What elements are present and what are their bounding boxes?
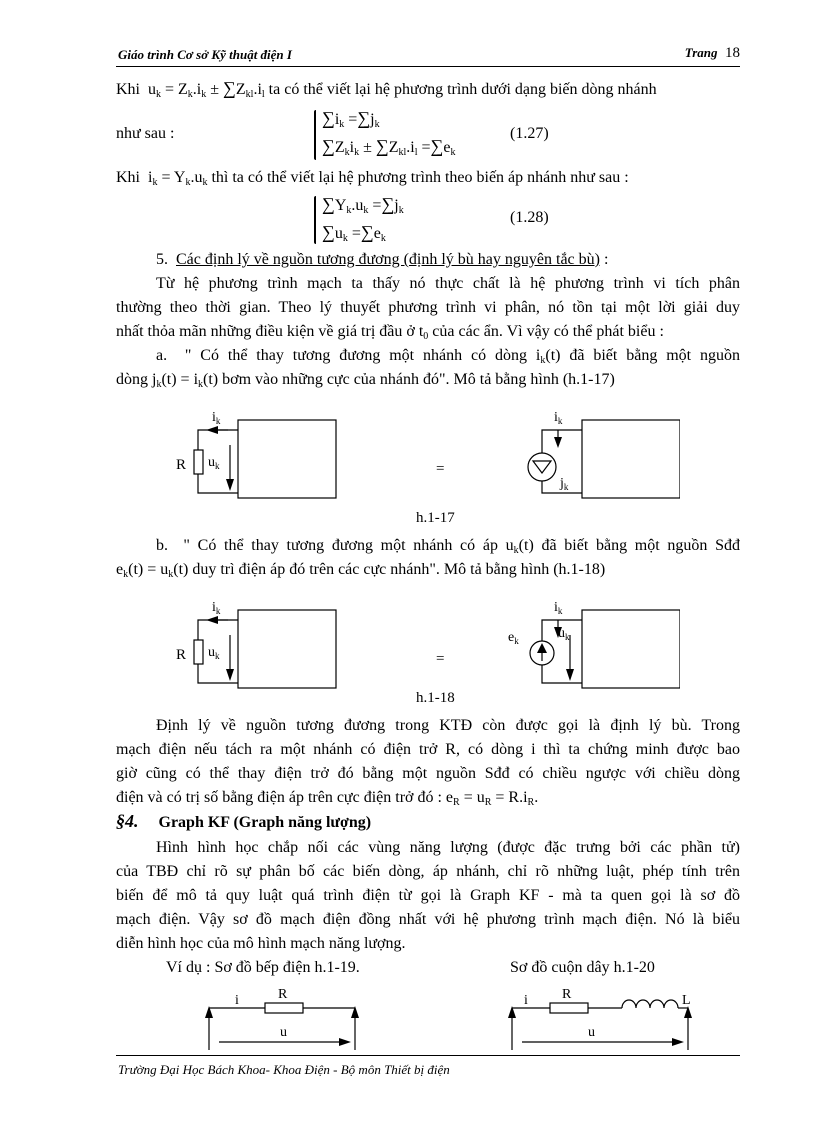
eq128-row2: $\sum u_k =\sum e_k$ (322, 222, 386, 244)
eq127-row1: $\sum i_k =\sum j_k$ (322, 108, 380, 130)
page-number-block (685, 45, 740, 62)
page-number: 18 (725, 45, 740, 61)
section4-p-line4: mạch điện. Vậy sơ đồ mạch điện đồng nhất với hệ phương trình mạch điện. Nó là biểu (116, 911, 740, 928)
example-left: Ví dụ : Sơ đồ bếp điện h.1-19. (166, 959, 360, 976)
section4-p-line3: biến để mô tả quy luật quá trình điện từ gọi là Graph KF - mà ta quen gọi là sơ đồ (116, 887, 740, 904)
section5-p2-line4: điện và có trị số bằng điện áp trên cực điện trở đó : $e_R = u_R = R.i_R$. (116, 789, 539, 808)
eq128-relation: $i_k = Y_k.u_k$ (148, 169, 208, 188)
h117-ik-arrowhead (554, 437, 562, 448)
h117-source-arrow (533, 461, 551, 473)
eq128-brace (314, 196, 316, 244)
h120-l-label: L (682, 993, 691, 1008)
figure-h118 (160, 595, 680, 695)
h118-u-arrowhead (226, 669, 234, 681)
eq127-row2: $\sum Z_ki_k \pm \sum Z_{kl}.i_l =\sum e_k$ (322, 136, 456, 158)
h118-u-label: $u_k$ (208, 645, 220, 661)
section5-p1-line3: nhất thỏa mãn những điều kiện về giá trị đầu ở $t_0$ của các ẩn. Vì vậy có thể phát biểu : (116, 323, 664, 342)
h117-left-network-box (238, 420, 336, 498)
h117-u-label: $u_k$ (208, 455, 220, 471)
section4-heading (116, 811, 740, 833)
page-header (118, 47, 740, 63)
h119-resistor (265, 1003, 303, 1013)
section4-title: Graph KF (Graph năng lượng) (158, 814, 372, 831)
section5-title-end: : (599, 251, 609, 268)
eq128-intro (116, 168, 740, 188)
h118-e-label: $e_k$ (508, 630, 519, 646)
h118-source-arrowhead (537, 643, 547, 653)
section5-a-line1: a. " Có thể thay tương đương một nhánh có dòng $i_k(t)$ đã biết bằng một nguồn (156, 347, 741, 366)
eq128-intro-b: thì ta có thể viết lại hệ phương trình theo biến áp nhánh như sau : (211, 169, 629, 186)
h118-equals: = (436, 651, 445, 667)
eq128-label: (1.28) (510, 209, 549, 226)
h117-caption: h.1-17 (416, 510, 455, 526)
h119-i-label: i (235, 993, 239, 1008)
h120-u-arrowhead (672, 1038, 684, 1046)
h118-ik-label: $i_k$ (554, 600, 563, 616)
h117-right-network-box (582, 420, 680, 498)
page-footer: Trường Đại Học Bách Khoa- Khoa Điện - Bộ môn Thiết bị điện (118, 1062, 450, 1077)
section5-p1-line2: thường theo thời gian. Theo lý thuyết phương trình vi phân, nó tồn tại một lời giải duy (116, 299, 740, 316)
h120-resistor (550, 1003, 588, 1013)
h120-r-label: R (562, 987, 572, 1002)
section5-b-line1: b. " Có thể thay tương đương một nhánh có áp $u_k(t)$ đã biết bằng một nguồn Sđđ (156, 537, 740, 556)
footer-rule (116, 1055, 740, 1056)
h118-right-bottom-wire (542, 665, 582, 683)
figure-h120 (498, 984, 718, 1052)
section5-b-line2: $e_k(t) = u_k(t)$ duy trì điện áp đó trên các cực nhánh". Mô tả bằng hình (h.1-18) (116, 561, 606, 580)
h117-u-arrowhead (226, 479, 234, 491)
section4-number: §4. (116, 811, 139, 831)
eq127-intro (116, 78, 740, 100)
page-label: Trang (684, 45, 718, 60)
h120-inductor (622, 1000, 678, 1008)
section5-title: Các định lý về nguồn tương đương (định lý bù hay nguyên tắc bù) (176, 251, 600, 268)
h120-i-label: i (524, 993, 528, 1008)
section4-p-line2: của TBĐ chỉ rõ sự phân bố các biến dòng, áp nhánh, chỉ rõ những luật, phép tính trên (116, 863, 740, 880)
eq128-row1: $\sum Y_k.u_k =\sum j_k$ (322, 194, 404, 216)
eq128-intro-a: Khi (116, 169, 140, 186)
h117-i-arrowhead (206, 426, 218, 434)
section4-p-line1: Hình hình học chắp nối các vùng năng lượng (được đặc trưng bởi các phần tử) (156, 839, 740, 856)
h119-u-arrowhead (339, 1038, 351, 1046)
h118-r-label: R (176, 647, 187, 663)
h117-i-label: $i_k$ (212, 410, 221, 426)
section4-p-line5: diễn hình học của mô hình mạch năng lượng. (116, 935, 406, 952)
section5-p2-line3: giờ cũng có thể thay điện trở đó bằng một nguồn Sđđ có chiều ngược với chiều dòng (116, 765, 740, 782)
figure-h117 (160, 405, 680, 505)
section5-p2-line1: Định lý về nguồn tương đương trong KTĐ còn được gọi là định lý bù. Trong (156, 717, 740, 734)
document-title: Giáo trình Cơ sở Kỹ thuật điện I (118, 47, 292, 62)
header-rule (116, 66, 740, 67)
h117-resistor (194, 450, 203, 474)
h118-caption: h.1-18 (416, 690, 455, 706)
h118-uk-arrowhead (566, 669, 574, 681)
h118-resistor (194, 640, 203, 664)
h117-equals: = (436, 461, 445, 477)
eq127-lead: như sau : (116, 125, 175, 142)
eq127-brace (314, 110, 316, 160)
h118-i-arrowhead (206, 616, 218, 624)
h118-left-network-box (238, 610, 336, 688)
h119-u-label: u (280, 1025, 287, 1040)
h117-r-label: R (176, 457, 187, 473)
section5-a-line2: dòng $j_k(t) = i_k(t)$ bơm vào những cực của nhánh đó". Mô tả bằng hình (h.1-17) (116, 371, 615, 390)
h118-uk-label: $u_k$ (558, 626, 570, 642)
figure-h119 (195, 984, 375, 1052)
eq127-intro-b: ta có thể viết lại hệ phương trình dưới dạng biến dòng nhánh (268, 81, 657, 98)
eq127-relation: $u_k = Z_k.i_k \pm \sum Z_{kl}.i_l$ (148, 78, 265, 100)
section5-heading (156, 250, 740, 270)
h117-right-top-wire (542, 430, 582, 453)
section5-number: 5. (156, 251, 168, 268)
h119-r-label: R (278, 987, 288, 1002)
h118-i-label: $i_k$ (212, 600, 221, 616)
h117-ik-label: $i_k$ (554, 410, 563, 426)
h118-right-network-box (582, 610, 680, 688)
section5-p2-line2: mạch điện nếu tách ra một nhánh có điện trở R, có dòng i thì ta chứng minh được bao (116, 741, 740, 758)
eq127-label: (1.27) (510, 125, 549, 142)
section5-p1-line1: Từ hệ phương trình mạch ta thấy nó thực chất là hệ phương trình vi tích phân (156, 275, 740, 292)
eq127-intro-a: Khi (116, 81, 140, 98)
h117-j-label: $j_k$ (560, 476, 569, 492)
h120-u-label: u (588, 1025, 595, 1040)
h117-current-source (528, 453, 556, 481)
example-right: Sơ đồ cuộn dây h.1-20 (510, 959, 655, 976)
